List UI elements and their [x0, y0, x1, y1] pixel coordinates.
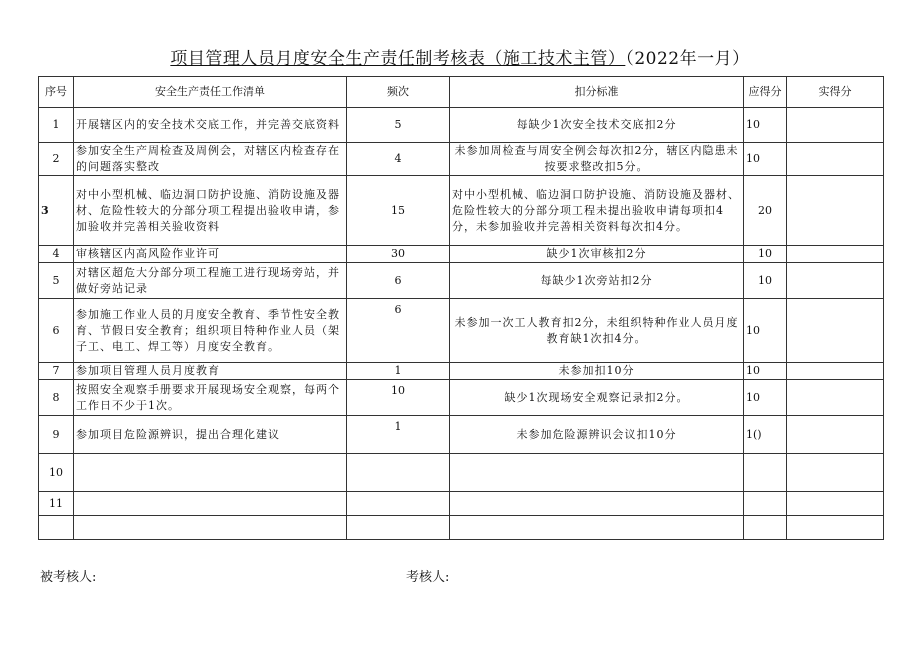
table-row [39, 143, 884, 176]
cell-score: 10 [744, 143, 787, 176]
cell-no [39, 516, 74, 540]
cell-item: 参加项目危险源辨识，提出合理化建议 [74, 416, 347, 454]
cell-score[interactable] [744, 492, 787, 516]
cell-item: 参加施工作业人员的月度安全教育、季节性安全教育、节假日安全教育；组织项目特种作业人员（架子工、电工、焊工等）月度安全教育。 [74, 299, 347, 363]
header-actual: 实得分 [787, 77, 884, 108]
cell-item[interactable] [74, 492, 347, 516]
cell-freq: 1 [347, 363, 450, 380]
table-row [39, 380, 884, 416]
cell-rule[interactable] [450, 492, 744, 516]
header-score: 应得分 [744, 77, 787, 108]
cell-rule: 未参加危险源辨识会议扣10分 [450, 416, 744, 454]
cell-freq: 6 [347, 299, 450, 363]
cell-freq[interactable] [347, 492, 450, 516]
header-row [39, 77, 884, 108]
cell-no: 4 [39, 246, 74, 263]
cell-score: 10 [744, 246, 787, 263]
cell-no: 1 [39, 108, 74, 143]
cell-no: 2 [39, 143, 74, 176]
cell-actual[interactable] [787, 454, 884, 492]
cell-freq: 4 [347, 143, 450, 176]
cell-rule: 每缺少1次旁站扣2分 [450, 263, 744, 299]
cell-score: 10 [744, 263, 787, 299]
header-freq: 频次 [347, 77, 450, 108]
cell-rule[interactable] [450, 516, 744, 540]
cell-score: 20 [744, 176, 787, 246]
cell-freq: 15 [347, 176, 450, 246]
examinee-signature-label: 被考核人: [40, 570, 97, 585]
cell-rule: 缺少1次现场安全观察记录扣2分。 [450, 380, 744, 416]
cell-no: 6 [39, 299, 74, 363]
cell-freq: 10 [347, 380, 450, 416]
examiner-signature-label: 考核人: [406, 570, 450, 585]
cell-score: 10 [744, 299, 787, 363]
cell-actual[interactable] [787, 380, 884, 416]
cell-item[interactable] [74, 454, 347, 492]
table-row [39, 492, 884, 516]
table-row [39, 416, 884, 454]
cell-actual[interactable] [787, 492, 884, 516]
cell-no: 8 [39, 380, 74, 416]
cell-score: 10 [744, 108, 787, 143]
cell-no: 10 [39, 454, 74, 492]
cell-item: 对辖区超危大分部分项工程施工进行现场旁站，并做好旁站记录 [74, 263, 347, 299]
cell-score: 10 [744, 363, 787, 380]
cell-actual[interactable] [787, 416, 884, 454]
cell-score[interactable] [744, 454, 787, 492]
cell-actual[interactable] [787, 263, 884, 299]
cell-rule: 未参加扣10分 [450, 363, 744, 380]
table-row [39, 363, 884, 380]
cell-item[interactable] [74, 516, 347, 540]
cell-rule[interactable] [450, 454, 744, 492]
title-period: （2022年一月） [625, 49, 750, 69]
cell-no: 5 [39, 263, 74, 299]
cell-item: 对中小型机械、临边洞口防护设施、消防设施及器材、危险性较大的分部分项工程提出验收申请，参加验收并完善相关验收资料 [74, 176, 347, 246]
cell-actual[interactable] [787, 108, 884, 143]
cell-rule: 未参加周检查与周安全例会每次扣2分，辖区内隐患未按要求整改扣5分。 [450, 143, 744, 176]
header-rule: 扣分标准 [450, 77, 744, 108]
cell-rule: 缺少1次审核扣2分 [450, 246, 744, 263]
table-row [39, 299, 884, 363]
cell-freq: 1 [347, 416, 450, 454]
table-row [39, 176, 884, 246]
cell-item: 开展辖区内的安全技术交底工作，并完善交底资料 [74, 108, 347, 143]
table-row [39, 516, 884, 540]
cell-item: 按照安全观察手册要求开展现场安全观察，每两个工作日不少于1次。 [74, 380, 347, 416]
cell-actual[interactable] [787, 246, 884, 263]
cell-actual[interactable] [787, 176, 884, 246]
cell-rule: 未参加一次工人教育扣2分，未组织特种作业人员月度教育缺1次扣4分。 [450, 299, 744, 363]
cell-score[interactable] [744, 516, 787, 540]
cell-no: 11 [39, 492, 74, 516]
cell-actual[interactable] [787, 299, 884, 363]
cell-score: 1() [744, 416, 787, 454]
table-row [39, 246, 884, 263]
cell-item: 参加安全生产周检查及周例会，对辖区内检查存在的问题落实整改 [74, 143, 347, 176]
cell-freq[interactable] [347, 516, 450, 540]
header-item: 安全生产责任工作清单 [74, 77, 347, 108]
table-row [39, 454, 884, 492]
cell-rule: 对中小型机械、临边洞口防护设施、消防设施及器材、危险性较大的分部分项工程未提出验收申请每项扣4分，未参加验收并完善相关资料每次扣4分。 [450, 176, 744, 246]
table-row [39, 263, 884, 299]
cell-no: 3 [39, 176, 74, 246]
assessment-table [38, 76, 884, 540]
cell-item: 审核辖区内高风险作业许可 [74, 246, 347, 263]
cell-actual[interactable] [787, 516, 884, 540]
cell-freq: 6 [347, 263, 450, 299]
cell-score: 10 [744, 380, 787, 416]
cell-freq: 30 [347, 246, 450, 263]
cell-no: 9 [39, 416, 74, 454]
header-no: 序号 [39, 77, 74, 108]
cell-rule: 每缺少1次安全技术交底扣2分 [450, 108, 744, 143]
cell-actual[interactable] [787, 143, 884, 176]
cell-freq[interactable] [347, 454, 450, 492]
title-main: 项目管理人员月度安全生产责任制考核表（施工技术主管） [170, 49, 626, 69]
page-title [0, 44, 920, 69]
cell-no: 7 [39, 363, 74, 380]
cell-freq: 5 [347, 108, 450, 143]
table-row [39, 108, 884, 143]
cell-item: 参加项目管理人员月度教育 [74, 363, 347, 380]
cell-actual[interactable] [787, 363, 884, 380]
